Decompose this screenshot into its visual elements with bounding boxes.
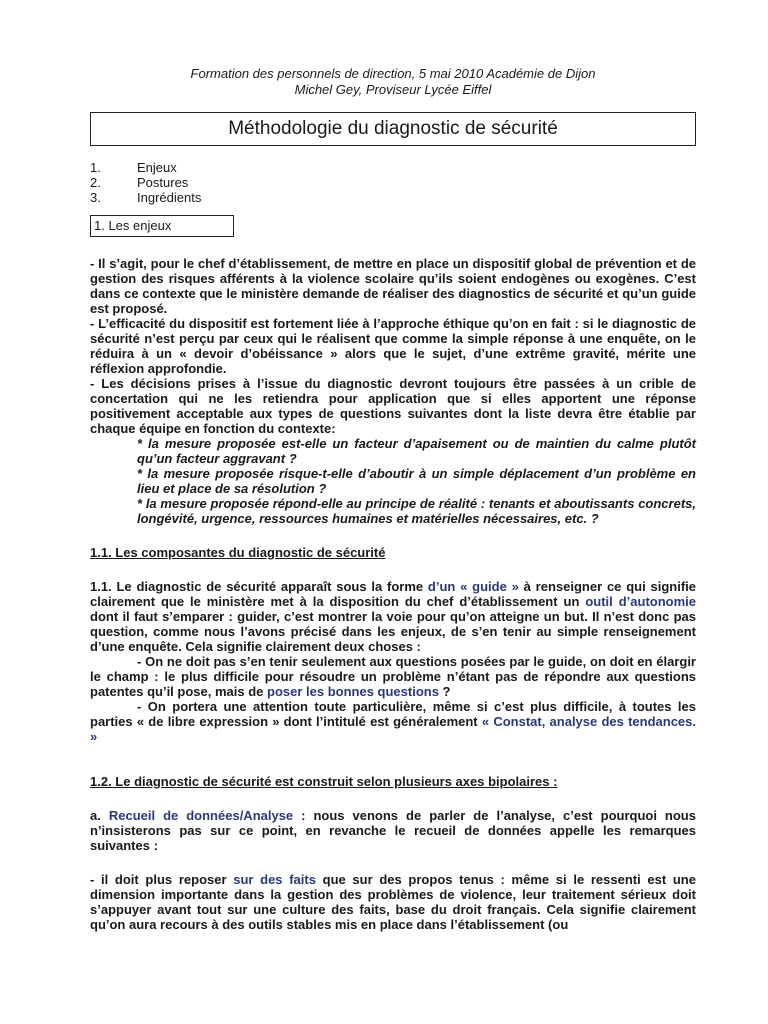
- section-1-heading-box: 1. Les enjeux: [90, 215, 234, 237]
- document-header: [90, 66, 696, 98]
- section-1-1-paragraph-1: [90, 579, 696, 654]
- right-questions-text: poser les bonnes questions: [267, 684, 439, 699]
- data-collection-analysis-text: Recueil de données/Analyse: [108, 808, 294, 823]
- section-1-1-heading: 1.1. Les composantes du diagnostic de sécurité: [90, 545, 386, 560]
- toc-item-number: 1.: [90, 160, 101, 175]
- document-page: [90, 66, 696, 932]
- text-run: : nous venons de parler de l’analyse, c’est pourquoi nous n’insisterons pas sur ce point, en revanche le recueil de données appelle les remarques suivantes :: [90, 808, 696, 853]
- text-run: dont il faut s’emparer : guider, c’est montrer la voie pour qu’on atteigne un but. Il n’est donc pas question, comme nous l’avons précisé dans les enjeux, de s’en tenir au simple renseignement d’une enquête. Cela signifie clairement deux choses :: [90, 609, 696, 654]
- table-of-contents: [90, 160, 696, 205]
- toc-item: [90, 160, 696, 175]
- facts-text: sur des faits: [233, 872, 316, 887]
- section-1-paragraph-2: - L’efficacité du dispositif est fortement liée à l’approche éthique qu’on en fait : si le diagnostic de sécurité n’est perçu par ceux qui le réalisent que comme la simple réponse à une enquête, on le réduira à un « devoir d’obéissance » alors que le sujet, d’une extrême gravité, mérite une réflexion approfondie.: [90, 316, 696, 376]
- text-run: - il doit plus reposer: [90, 872, 234, 887]
- section-1-paragraph-1: - Il s’agit, pour le chef d’établissement, de mettre en place un dispositif global de prévention et de gestion des risques afférents à la violence scolaire qu’ils soient endogènes ou exogènes. C’est dans ce contexte que le ministère demande de réaliser des diagnostics de sécurité et qu’un guide est proposé.: [90, 256, 696, 316]
- text-run: a.: [90, 808, 109, 823]
- text-run: à renseigner ce qui signifie clairement que le ministère met à la disposition du chef d’établissement un: [90, 579, 696, 609]
- findings-analysis-text: « Constat, analyse des tendances. »: [90, 714, 697, 744]
- criteria-question-1: * la mesure proposée est-elle un facteur d’apaisement ou de maintien du calme plutôt qu’un facteur aggravant ?: [137, 436, 696, 466]
- document-title: Méthodologie du diagnostic de sécurité: [90, 112, 696, 146]
- toc-item-label: Postures: [137, 175, 189, 190]
- text-run: - On portera une attention toute particulière, même si c’est plus difficile, à toutes les parties « de libre expression » dont l’intitulé est généralement: [90, 699, 696, 729]
- criteria-question-3: * la mesure proposée répond-elle au principe de réalité : tenants et aboutissants concrets, longévité, urgence, ressources humaines et matérielles nécessaires, etc. ?: [137, 496, 696, 526]
- toc-item: [90, 190, 696, 205]
- section-1-paragraph-3: - Les décisions prises à l’issue du diagnostic devront toujours être passées à un crible de concertation qui ne les retiendra pour application que si elles apportent une réponse positivement acceptable aux types de questions suivantes dont la liste devra être établie par chaque équipe en fonction du contexte:: [90, 376, 696, 436]
- section-1-1-paragraph-3: [90, 699, 696, 744]
- toc-item-number: 3.: [90, 190, 101, 205]
- header-line-1: Formation des personnels de direction, 5 mai 2010 Académie de Dijon: [190, 66, 596, 81]
- header-line-2: Michel Gey, Proviseur Lycée Eiffel: [294, 82, 492, 97]
- section-1-1-paragraph-2: [90, 654, 696, 699]
- text-run: que sur des propos tenus : même si le ressenti est une dimension importante dans la gestion des problèmes de violence, leur traitement sérieux doit s’appuyer avant tout sur une culture des faits, base du droit français. Cela signifie clairement qu’on aura recours à des outils stables mis en place dans l’établissement (ou: [90, 872, 696, 932]
- toc-item-label: Ingrédients: [137, 190, 202, 205]
- text-run: 1.1. Le diagnostic de sécurité apparaît sous la forme: [90, 579, 428, 594]
- toc-item-number: 2.: [90, 175, 101, 190]
- text-run: ?: [438, 684, 451, 699]
- section-1-2-heading: 1.2. Le diagnostic de sécurité est construit selon plusieurs axes bipolaires :: [90, 774, 558, 789]
- toc-item: [90, 175, 696, 190]
- criteria-question-2: * la mesure proposée risque-t-elle d’aboutir à un simple déplacement d’un problème en lieu et place de sa résolution ?: [137, 466, 696, 496]
- section-1-2-paragraph-b: [90, 872, 696, 932]
- text-run: - On ne doit pas s’en tenir seulement aux questions posées par le guide, on doit en élargir le champ : le plus difficile pour résoudre un problème n’étant pas de répondre aux questions patentes qu’il pose, mais de: [90, 654, 696, 699]
- section-1-2-paragraph-a: [90, 808, 696, 853]
- toc-item-label: Enjeux: [137, 160, 177, 175]
- autonomy-tool-text: outil d’autonomie: [585, 594, 696, 609]
- guide-link-text: d’un « guide »: [427, 579, 519, 594]
